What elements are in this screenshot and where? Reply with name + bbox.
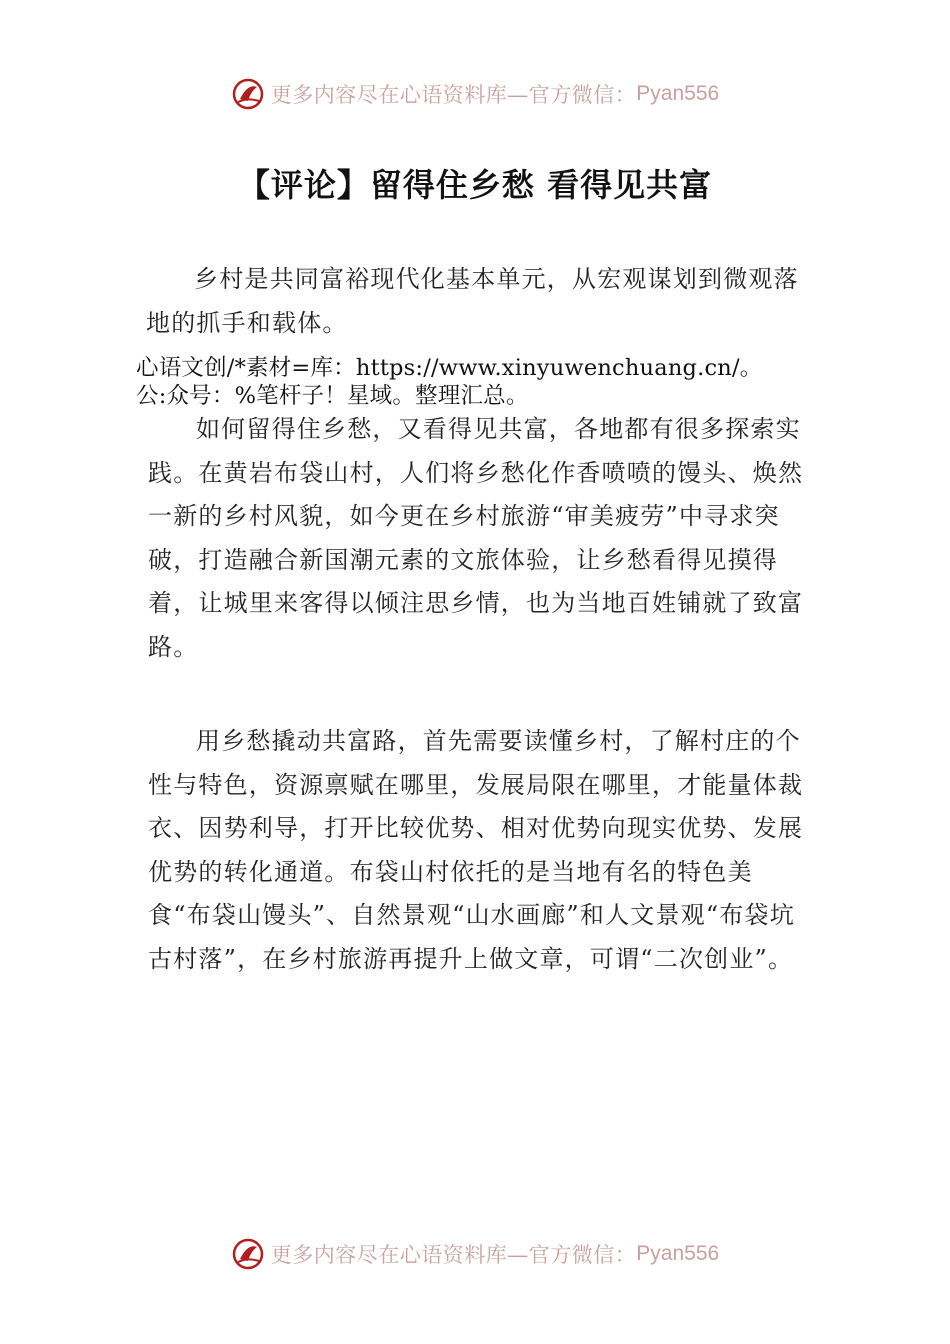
wechat-id: Pyan556 xyxy=(636,1242,720,1265)
promo-line-2: 公:众号：%笔杆子！星域。整理汇总。 xyxy=(136,383,529,409)
banner-text: 更多内容尽在心语资料库—官方微信： xyxy=(270,1243,637,1267)
banner-text: 更多内容尽在心语资料库—官方微信： xyxy=(270,83,637,107)
paragraph-2: 如何留得住乡愁，又看得见共富，各地都有很多探索实践。在黄岩布袋山村，人们将乡愁化作香喷喷的馒头、焕然一新的乡村风貌，如今更在乡村旅游“审美疲劳”中寻求突破，打造融合新国潮元素的文旅体验，让乡愁看得见摸得着，让城里来客得以倾注思乡情，也为当地百姓铺就了致富路。 xyxy=(148,415,804,661)
brand-logo-icon xyxy=(231,1237,265,1271)
header-banner xyxy=(0,74,950,114)
brand-logo-icon xyxy=(231,77,265,111)
paragraph-1: 乡村是共同富裕现代化基本单元，从宏观谋划到微观落地的抓手和载体。 xyxy=(146,265,799,337)
wechat-id: Pyan556 xyxy=(636,82,720,105)
promo-line-1: 心语文创/*素材=库：https://www.xinyuwenchuang.cn/。 xyxy=(136,355,763,381)
paragraph-3: 用乡愁撬动共富路，首先需要读懂乡村，了解村庄的个性与特色，资源禀赋在哪里，发展局限在哪里，才能量体裁衣、因势利导，打开比较优势、相对优势向现实优势、发展优势的转化通道。布袋山村依托的是当地有名的特色美食“布袋山馒头”、自然景观“山水画廊”和人文景观“布袋坑古村落”，在乡村旅游再提升上做文章，可谓“二次创业”。 xyxy=(148,727,804,973)
footer-banner xyxy=(0,1234,950,1274)
page-title: 【评论】留得住乡愁 看得见共富 xyxy=(237,166,713,204)
